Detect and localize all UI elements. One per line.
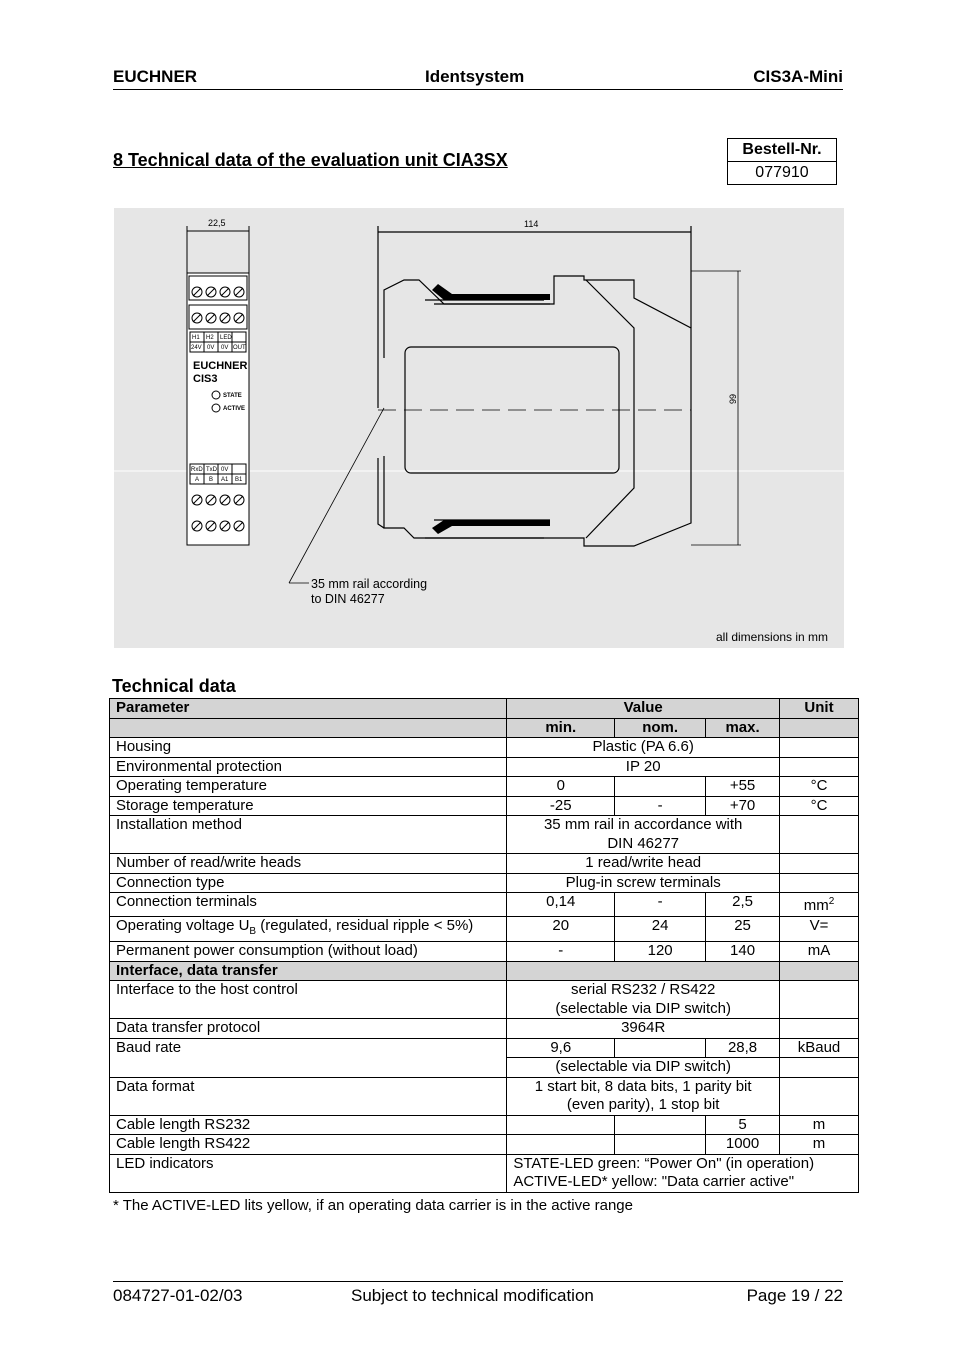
header-product: CIS3A-Mini [753,67,843,86]
table-row: Connection type Plug-in screw terminals [110,873,859,893]
table-row: Connection terminals 0,14 - 2,5 $mm^2$ [110,893,859,917]
rail-note-line2: to DIN 46277 [311,592,385,606]
table-row: Storage temperature -25 - +70 °C [110,796,859,816]
front-label-b1: B1 [235,477,243,483]
table-row: Operating temperature 0 +55 °C [110,777,859,797]
front-label-a1: A1 [221,477,229,483]
header-parameter: Parameter [110,699,507,719]
table-row: Environmental protection IP 20 [110,757,859,777]
front-label-0v-c: 0V [221,467,229,473]
front-brand-logo: EUCHNER [193,360,248,372]
header-value: Value [507,699,780,719]
footer-doc-number: 084727-01-02/03 [113,1286,243,1305]
rail-note-line1: 35 mm rail according [311,577,428,591]
table-subheader-row [110,718,859,738]
header-unit: Unit [780,699,859,719]
side-view [289,226,741,583]
front-label-led: LED [220,335,232,341]
header-min: min. [507,718,615,738]
front-view [187,226,249,545]
front-label-h1: H1 [192,335,200,341]
table-row: Data transfer protocol 3964R [110,1019,859,1039]
page-header [113,67,843,90]
table-row: Housing Plastic (PA 6.6) [110,738,859,758]
front-label-0v-a: 0V [207,345,215,351]
header-topic: Identsystem [425,67,525,86]
section-title: 8 Technical data of the evaluation unit CIA3SX [113,150,508,170]
header-company: EUCHNER [113,67,198,86]
table-row: LED indicators STATE-LED green: “Power On" (in operation) ACTIVE-LED* yellow: "Data carrier active" [110,1154,859,1192]
table-row: Number of read/write heads 1 read/write head [110,854,859,874]
table-row: Cable length RS422 1000 m [110,1135,859,1155]
header-max: max. [706,718,780,738]
page-footer [113,1281,843,1308]
front-model: CIS3 [193,373,218,385]
technical-data-table [109,698,859,1193]
dimension-drawing [114,208,844,648]
front-label-h2: H2 [206,335,214,341]
front-label-out: OUT [233,345,246,351]
dimensions-note: all dimensions in mm [716,630,829,644]
dim-height-label: 99 [728,393,738,404]
front-label-rxd: RxD [191,467,203,473]
order-label: Bestell-Nr. [728,139,837,162]
technical-data-heading: Technical data [112,676,236,696]
footer-notice: Subject to technical modification [351,1286,594,1305]
front-label-24v: 24V [191,345,202,351]
table-row: Operating voltage $U_B$ (regulated, residual ripple < 5%) 20 24 25 V= [110,916,859,942]
table-row: Baud rate 9,6 28,8 kBaud [110,1038,859,1058]
footer-page-number: Page 19 / 22 [746,1286,843,1305]
front-led-active: ACTIVE [223,406,246,412]
front-label-b: B [209,477,214,483]
table-row: (selectable via DIP switch) [110,1058,859,1078]
table-header-row [110,699,859,719]
dim-width-label: 22,5 [208,218,226,228]
front-label-txd: TxD [206,467,217,473]
table-row: Permanent power consumption (without load) - 120 140 mA [110,942,859,962]
table-row: Data format 1 start bit, 8 data bits, 1 parity bit (even parity), 1 stop bit [110,1077,859,1115]
table-row: Cable length RS232 5 m [110,1115,859,1135]
front-led-state: STATE [223,393,242,399]
dim-depth-label: 114 [524,219,539,229]
footnote: * The ACTIVE-LED lits yellow, if an operating data carrier is in the active range [113,1197,633,1214]
order-number: 077910 [728,162,837,185]
table-row: Interface to the host control serial RS232 / RS422 (selectable via DIP switch) [110,981,859,1019]
front-label-a: A [195,477,200,483]
header-nom: nom. [615,718,706,738]
table-row: Installation method 35 mm rail in accordance with DIN 46277 [110,816,859,854]
order-number-box [727,138,837,185]
front-label-0v-b: 0V [221,345,229,351]
table-section-row: Interface, data transfer [110,961,859,981]
